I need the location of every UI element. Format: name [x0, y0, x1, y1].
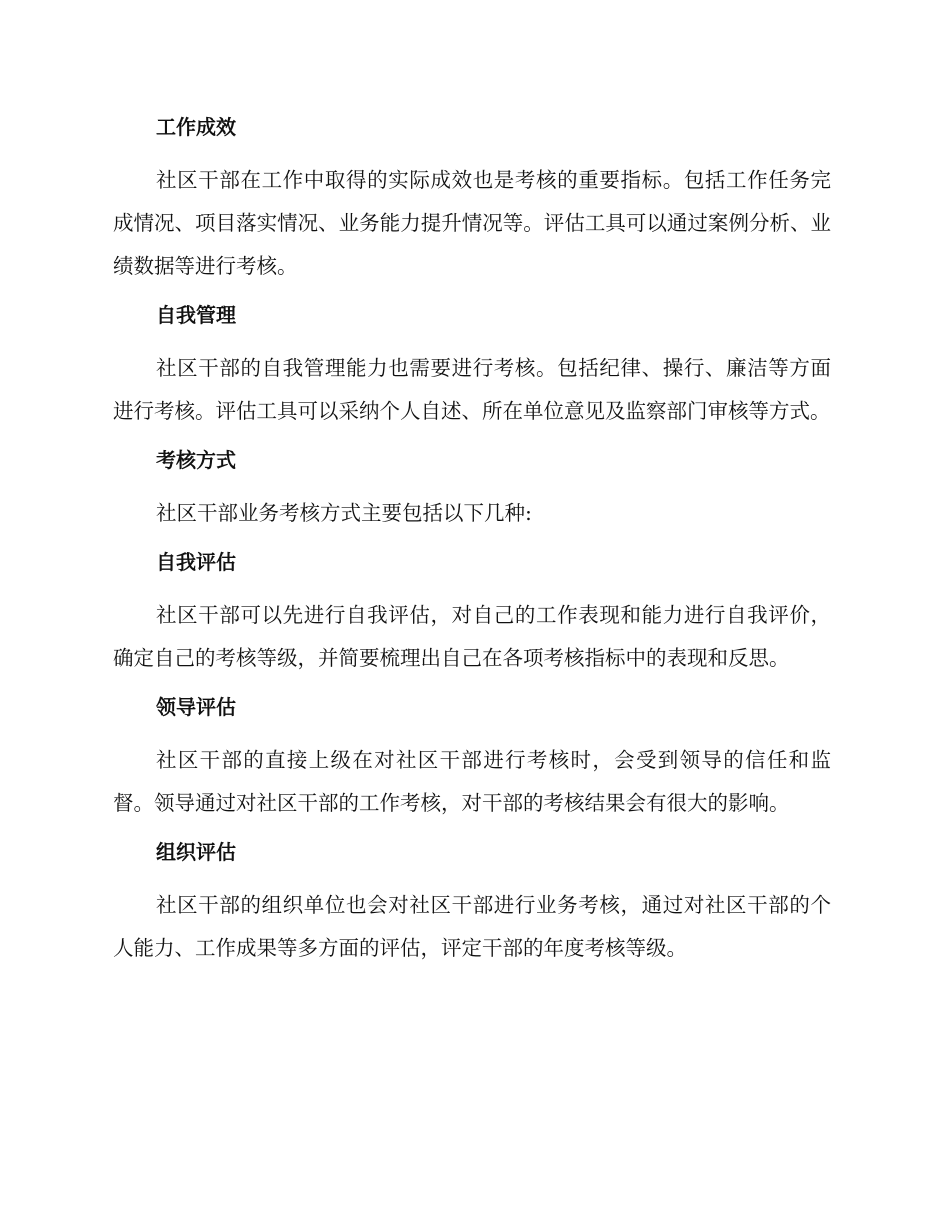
section-heading: 自我评估 — [156, 550, 236, 574]
section-organization-assessment — [113, 833, 831, 970]
section-paragraph: 社区干部的组织单位也会对社区干部进行业务考核，通过对社区干部的个人能力、工作成果等多方面的评估，评定干部的年度考核等级。 — [113, 893, 831, 960]
section-heading: 工作成效 — [156, 115, 236, 139]
section-self-management — [113, 296, 831, 433]
section-leader-assessment — [113, 688, 831, 825]
section-heading: 考核方式 — [156, 448, 236, 472]
section-heading: 组织评估 — [156, 840, 236, 864]
section-paragraph: 社区干部可以先进行自我评估，对自己的工作表现和能力进行自我评价，确定自己的考核等级，并简要梳理出自己在各项考核指标中的表现和反思。 — [113, 603, 831, 670]
section-work-results — [113, 108, 831, 288]
section-paragraph: 社区干部在工作中取得的实际成效也是考核的重要指标。包括工作任务完成情况、项目落实情况、业务能力提升情况等。评估工具可以通过案例分析、业绩数据等进行考核。 — [113, 168, 831, 278]
section-paragraph: 社区干部的直接上级在对社区干部进行考核时，会受到领导的信任和监督。领导通过对社区干部的工作考核，对干部的考核结果会有很大的影响。 — [113, 748, 831, 815]
section-self-assessment — [113, 543, 831, 680]
section-heading: 领导评估 — [156, 695, 236, 719]
document-page — [113, 108, 831, 978]
section-heading: 自我管理 — [156, 303, 236, 327]
section-assessment-methods — [113, 441, 831, 535]
section-paragraph: 社区干部的自我管理能力也需要进行考核。包括纪律、操行、廉洁等方面进行考核。评估工具可以采纳个人自述、所在单位意见及监察部门审核等方式。 — [113, 356, 831, 423]
section-paragraph: 社区干部业务考核方式主要包括以下几种: — [156, 501, 532, 525]
